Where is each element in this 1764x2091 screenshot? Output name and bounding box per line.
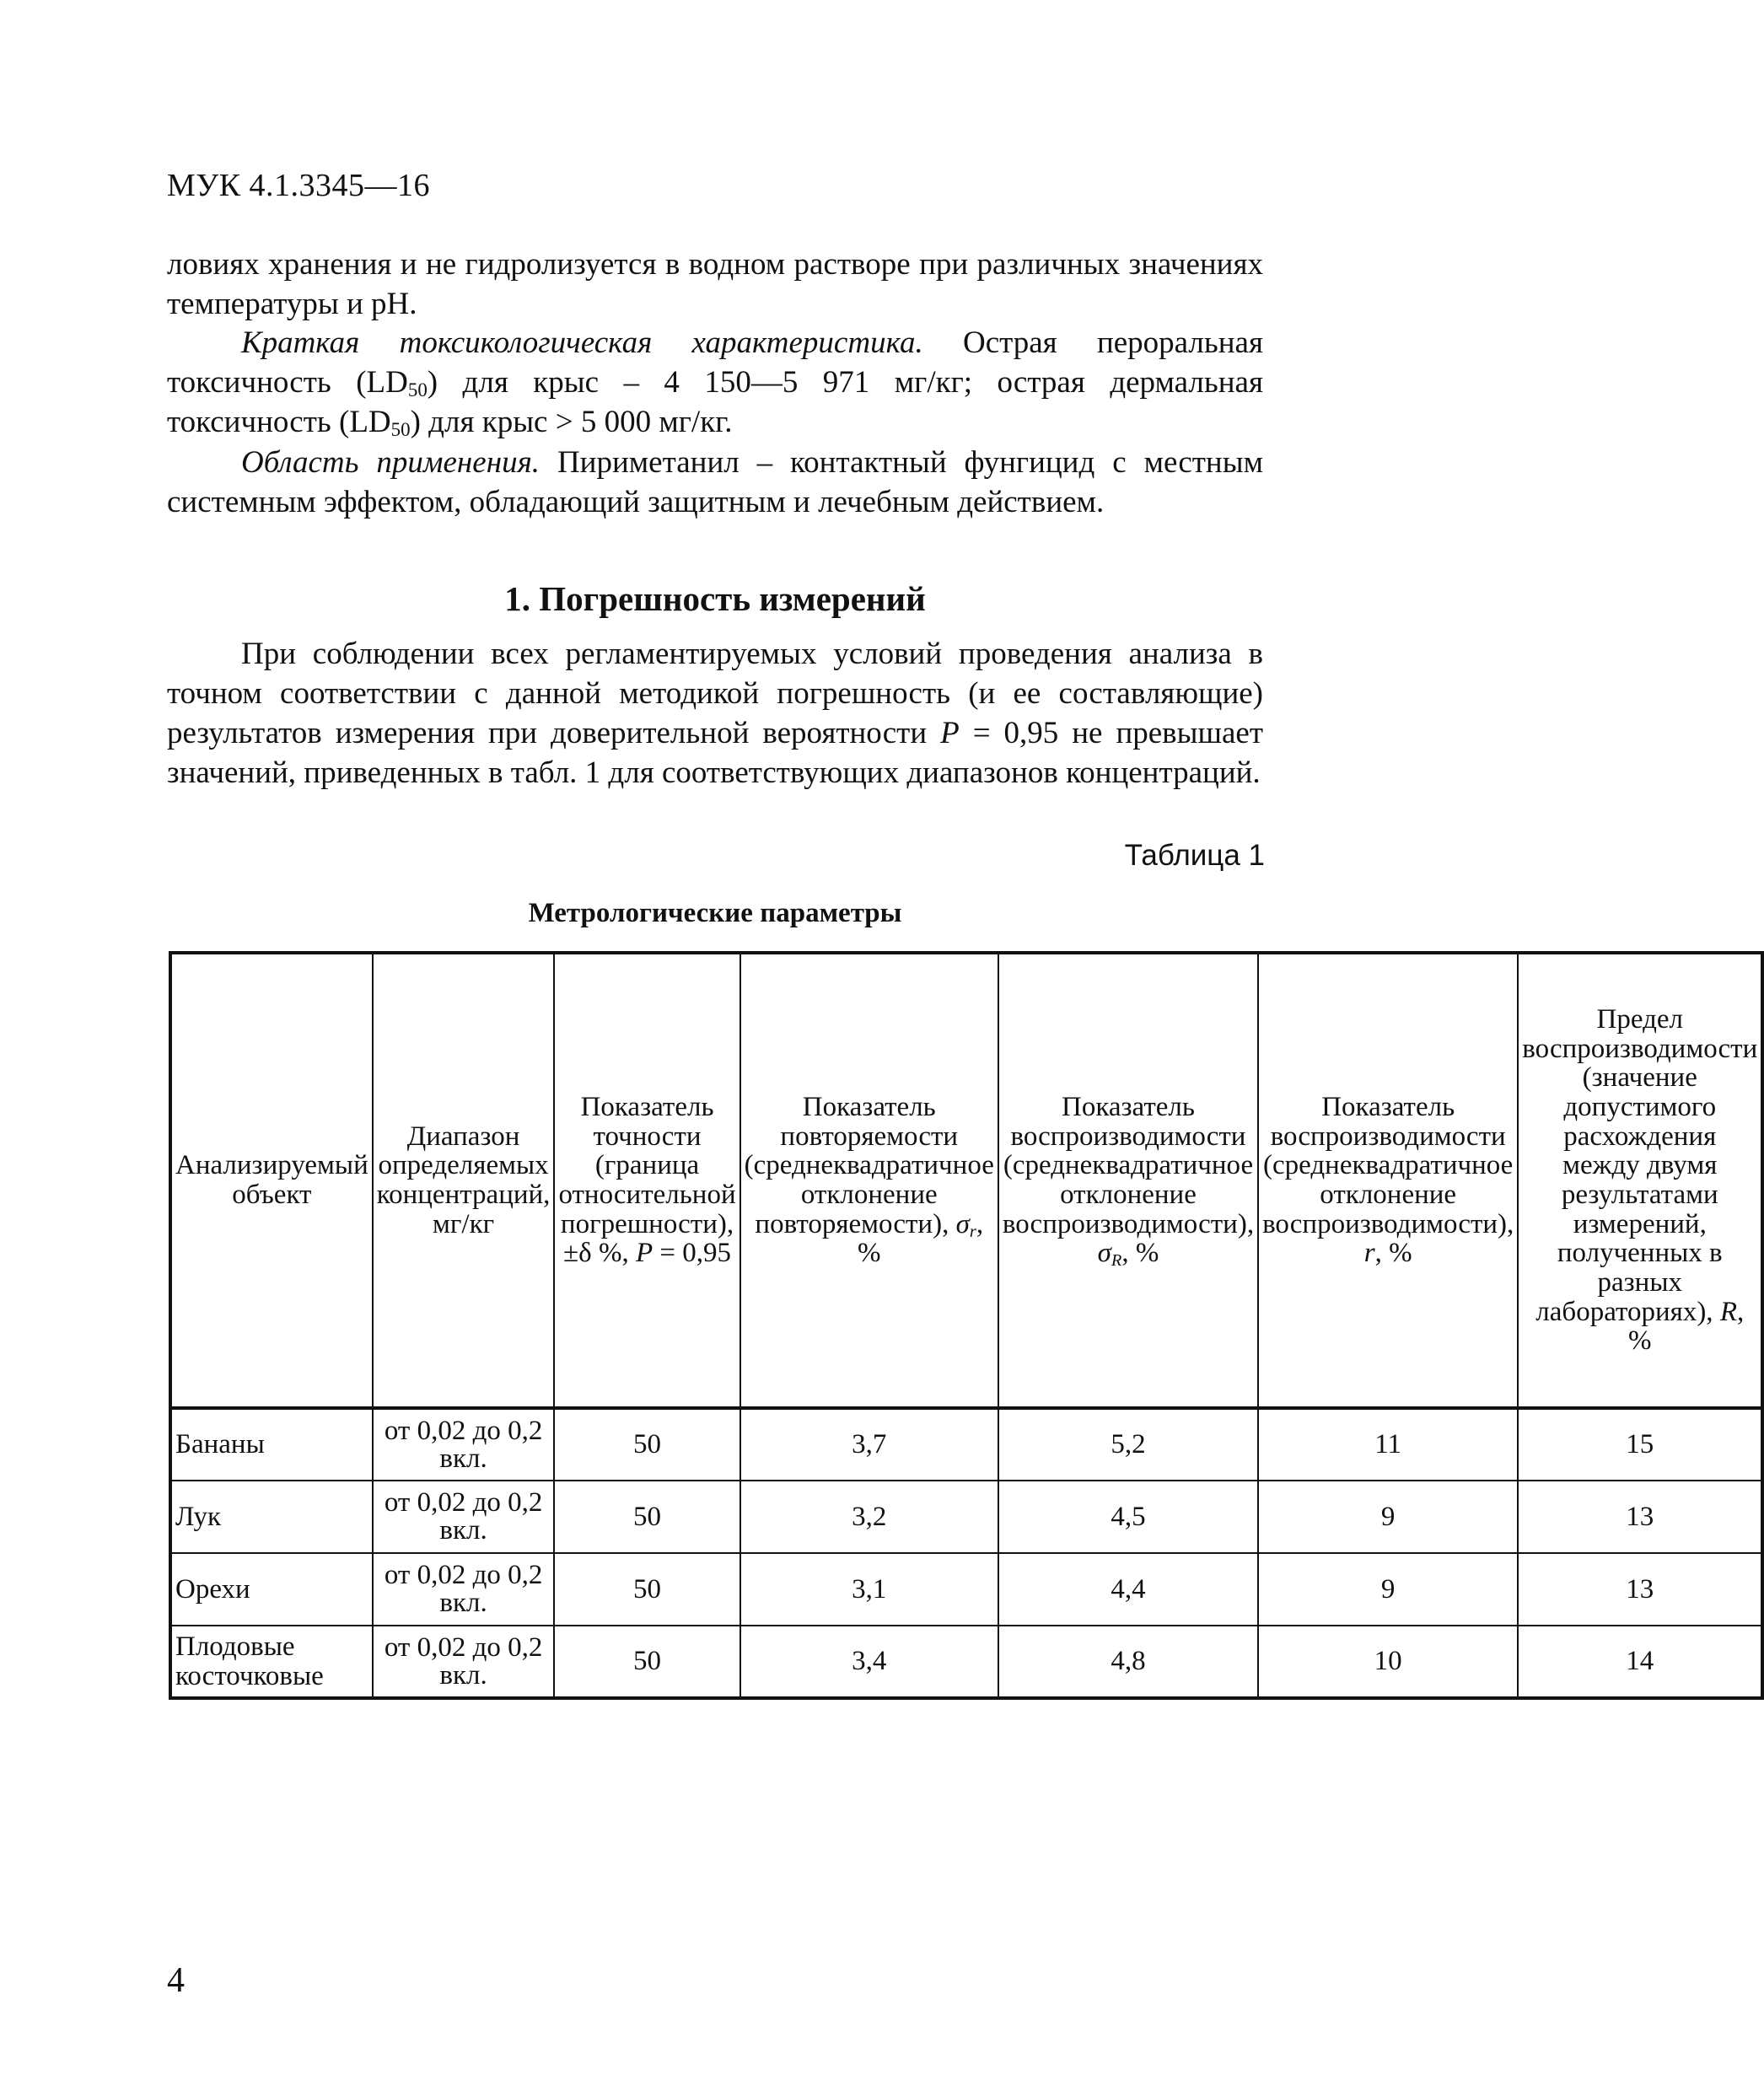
header-reproducibility-subscript: R (1111, 1251, 1122, 1271)
table-row (170, 1481, 1762, 1553)
header-repeatability-text: Показатель повторяемости (среднеквадратичное отклонение повторяемости), (744, 1092, 994, 1239)
cell-range: от 0,02 до 0,2 вкл. (373, 1626, 555, 1698)
header-accuracy (554, 953, 739, 1408)
header-reproducibility-unit: , % (1121, 1238, 1159, 1269)
header-r (1258, 953, 1518, 1408)
cell-reproducibility: 4,4 (998, 1553, 1258, 1626)
header-repeatability-unit: , % (858, 1208, 984, 1269)
cell-reproducibility: 4,5 (998, 1481, 1258, 1553)
cell-object: Бананы (170, 1408, 373, 1481)
header-range: Диапазон определяемых концентраций, мг/кг (373, 953, 555, 1408)
cell-r: 10 (1258, 1626, 1518, 1698)
cell-repeatability: 3,1 (740, 1553, 998, 1626)
header-reproducibility (998, 953, 1258, 1408)
cell-accuracy: 50 (554, 1481, 739, 1553)
toxicology-lead: Краткая токсикологическая характеристика. (241, 325, 923, 360)
header-reproducibility-symbol: σ (1097, 1238, 1111, 1269)
cell-object: Плодовые косточковые (170, 1626, 373, 1698)
header-r-symbol: r (1363, 1238, 1375, 1269)
header-repeatability-subscript: r (969, 1222, 976, 1241)
application-lead: Область применения. (241, 445, 540, 480)
header-accuracy-text: Показатель точности (граница относительной погрешности), ±δ %, (558, 1092, 736, 1269)
document-code: МУК 4.1.3345—16 (167, 168, 431, 203)
cell-r: 11 (1258, 1408, 1518, 1481)
ld-subscript-1: 50 (407, 379, 428, 400)
cell-accuracy: 50 (554, 1553, 739, 1626)
paragraph-application (167, 443, 1263, 522)
cell-reproducibility: 5,2 (998, 1408, 1258, 1481)
measurement-error-text-2: = 0,95 не превышает значений, приведенных в табл. 1 для соответствующих диапазонов концентраций. (167, 716, 1264, 790)
cell-object: Лук (170, 1481, 373, 1553)
header-repeatability (740, 953, 998, 1408)
toxicology-text-2: ) для крыс – 4 150—5 971 мг/кг; острая дермальная токсичность (LD (167, 365, 1263, 439)
header-r-unit: , % (1374, 1238, 1412, 1269)
cell-range: от 0,02 до 0,2 вкл. (373, 1408, 555, 1481)
cell-r: 9 (1258, 1553, 1518, 1626)
cell-repeatability: 3,2 (740, 1481, 998, 1553)
header-limit-unit: , % (1628, 1296, 1745, 1357)
header-accuracy-symbol: P (635, 1238, 653, 1269)
paragraph-toxicology (167, 323, 1263, 442)
cell-accuracy: 50 (554, 1408, 739, 1481)
cell-reproducibility: 4,8 (998, 1626, 1258, 1698)
table-header-row (170, 953, 1762, 1408)
cell-limit: 13 (1518, 1553, 1762, 1626)
table-row (170, 1408, 1762, 1481)
header-r-text: Показатель воспроизводимости (среднеквадратичное отклонение воспроизводимости), (1262, 1092, 1514, 1239)
header-reproducibility-text: Показатель воспроизводимости (среднеквадратичное отклонение воспроизводимости), (1002, 1092, 1255, 1239)
cell-repeatability: 3,7 (740, 1408, 998, 1481)
header-accuracy-value: = 0,95 (653, 1238, 731, 1269)
ld-subscript-2: 50 (390, 419, 411, 440)
probability-symbol: P (940, 716, 960, 750)
header-limit-symbol: R (1719, 1296, 1737, 1327)
cell-object: Орехи (170, 1553, 373, 1626)
table-row (170, 1626, 1762, 1698)
metrological-parameters-table (169, 951, 1764, 1700)
header-reproducibility-limit (1518, 953, 1762, 1408)
application-text: Пириметанил – контактный фунгицид с местным системным эффектом, обладающий защитным и лечебным действием. (167, 445, 1263, 519)
header-repeatability-symbol: σ (955, 1208, 970, 1239)
section-heading: 1. Погрешность измерений (504, 579, 926, 618)
table-number: Таблица 1 (1124, 839, 1265, 872)
toxicology-text-1: Острая пероральная токсичность (LD (167, 325, 1263, 400)
cell-accuracy: 50 (554, 1626, 739, 1698)
paragraph-storage: ловиях хранения и не гидролизуется в водном растворе при различных значениях температуры и pH. (167, 247, 1263, 321)
cell-repeatability: 3,4 (740, 1626, 998, 1698)
cell-limit: 13 (1518, 1481, 1762, 1553)
table-row (170, 1553, 1762, 1626)
header-limit-text: Предел воспроизводимости (значение допустимого расхождения между двумя результатами измерений, полученных в разных лабораториях), (1522, 1004, 1758, 1327)
table-title: Метрологические параметры (528, 898, 902, 928)
cell-r: 9 (1258, 1481, 1518, 1553)
cell-range: от 0,02 до 0,2 вкл. (373, 1481, 555, 1553)
cell-limit: 15 (1518, 1408, 1762, 1481)
cell-limit: 14 (1518, 1626, 1762, 1698)
header-object: Анализируемый объект (170, 953, 373, 1408)
cell-range: от 0,02 до 0,2 вкл. (373, 1553, 555, 1626)
toxicology-text-3: ) для крыс > 5 000 мг/кг. (410, 405, 733, 439)
paragraph-measurement-error (167, 634, 1263, 793)
measurement-error-text-1: При соблюдении всех регламентируемых условий проведения анализа в точном соответствии с данной методикой погрешность (и ее составляющие) результатов измерения при доверительной вероятности (167, 637, 1263, 750)
page-number: 4 (167, 1961, 185, 2000)
